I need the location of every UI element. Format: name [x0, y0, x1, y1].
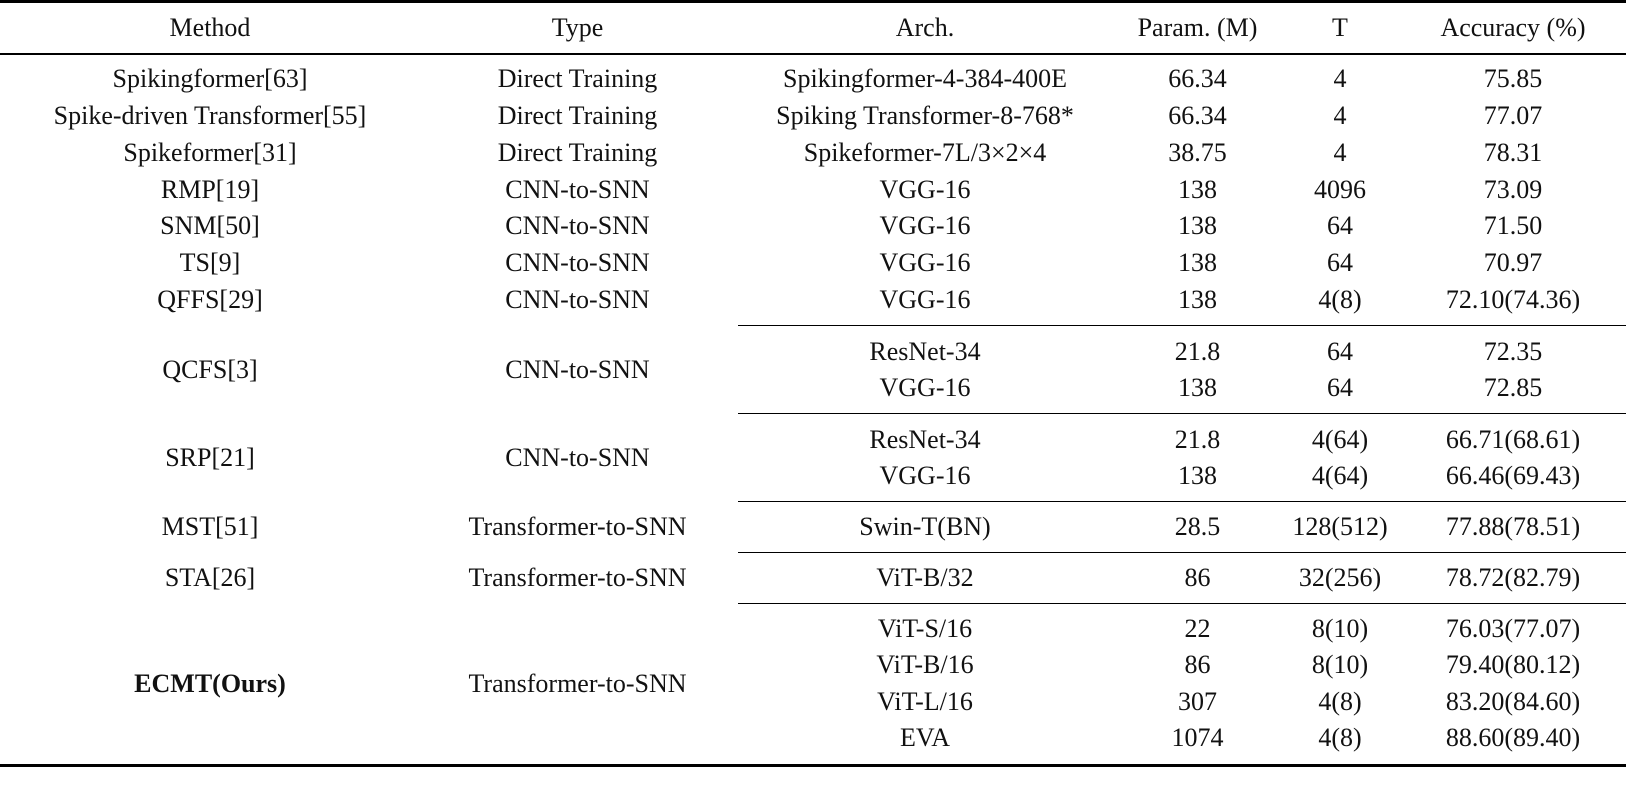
arch-cell: ResNet-34	[869, 425, 981, 454]
param-cell: 21.8	[1174, 425, 1221, 454]
param-cell: 138	[1178, 211, 1217, 240]
method-cell: Spikingformer[63]	[112, 64, 308, 93]
group-rule	[738, 552, 1626, 553]
t-cell: 128(512)	[1292, 512, 1388, 541]
accuracy-cell: 71.50	[1483, 211, 1543, 240]
param-cell: 86	[1184, 563, 1211, 592]
type-cell: Transformer-to-SNN	[468, 669, 687, 698]
accuracy-cell: 79.40(80.12)	[1445, 650, 1581, 679]
arch-cell: Spikeformer-7L/3×2×4	[803, 138, 1047, 167]
arch-cell: VGG-16	[879, 285, 971, 314]
param-cell: 307	[1178, 687, 1217, 716]
accuracy-cell: 83.20(84.60)	[1445, 687, 1581, 716]
accuracy-cell: 76.03(77.07)	[1445, 614, 1581, 643]
type-cell: CNN-to-SNN	[505, 355, 650, 384]
param-cell: 38.75	[1168, 138, 1227, 167]
arch-cell: VGG-16	[879, 461, 971, 490]
method-cell-ours: ECMT(Ours)	[134, 669, 286, 698]
header-type: Type	[551, 13, 604, 42]
type-cell: Direct Training	[497, 138, 658, 167]
arch-cell: EVA	[899, 723, 951, 752]
arch-cell: Spiking Transformer-8-768*	[776, 101, 1074, 130]
accuracy-cell: 66.46(69.43)	[1445, 461, 1581, 490]
t-cell: 4096	[1314, 175, 1366, 204]
param-cell: 66.34	[1168, 64, 1227, 93]
t-cell: 4	[1333, 101, 1347, 130]
t-cell: 64	[1327, 373, 1353, 402]
method-cell: QCFS[3]	[162, 355, 258, 384]
accuracy-cell: 78.31	[1483, 138, 1543, 167]
arch-cell: VGG-16	[879, 211, 971, 240]
t-cell: 64	[1327, 248, 1353, 277]
method-cell: RMP[19]	[160, 175, 260, 204]
arch-cell: ViT-S/16	[877, 614, 973, 643]
t-cell: 4(64)	[1311, 461, 1369, 490]
accuracy-cell: 88.60(89.40)	[1445, 723, 1581, 752]
group-rule	[738, 501, 1626, 502]
group-rule	[738, 603, 1626, 604]
param-cell: 138	[1178, 461, 1217, 490]
accuracy-cell: 78.72(82.79)	[1445, 563, 1581, 592]
arch-cell: ResNet-34	[869, 337, 981, 366]
arch-cell: ViT-L/16	[877, 687, 973, 716]
group-rule	[738, 325, 1626, 326]
header-t: T	[1332, 13, 1348, 42]
param-cell: 138	[1178, 175, 1217, 204]
accuracy-cell: 72.35	[1483, 337, 1543, 366]
accuracy-cell: 70.97	[1483, 248, 1543, 277]
param-cell: 22	[1184, 614, 1211, 643]
param-cell: 1074	[1171, 723, 1224, 752]
accuracy-cell: 73.09	[1483, 175, 1543, 204]
method-cell: STA[26]	[164, 563, 256, 592]
header-rule	[0, 53, 1626, 55]
method-cell: MST[51]	[161, 512, 259, 541]
t-cell: 8(10)	[1311, 614, 1369, 643]
accuracy-cell: 72.10(74.36)	[1445, 285, 1581, 314]
bottom-rule	[0, 764, 1626, 767]
accuracy-cell: 72.85	[1483, 373, 1543, 402]
arch-cell: Swin-T(BN)	[859, 512, 991, 541]
param-cell: 86	[1184, 650, 1211, 679]
header-method: Method	[169, 13, 251, 42]
method-cell: SNM[50]	[160, 211, 260, 240]
t-cell: 4(8)	[1318, 285, 1362, 314]
arch-cell: VGG-16	[879, 248, 971, 277]
method-cell: QFFS[29]	[157, 285, 263, 314]
method-cell: SRP[21]	[165, 443, 255, 472]
header-param: Param. (M)	[1137, 13, 1258, 42]
top-rule	[0, 0, 1626, 3]
type-cell: Transformer-to-SNN	[468, 563, 687, 592]
arch-cell: VGG-16	[879, 175, 971, 204]
param-cell: 138	[1178, 248, 1217, 277]
header-accuracy: Accuracy (%)	[1440, 13, 1586, 42]
header-arch: Arch.	[895, 13, 955, 42]
type-cell: CNN-to-SNN	[505, 211, 650, 240]
method-cell: TS[9]	[179, 248, 241, 277]
type-cell: Transformer-to-SNN	[468, 512, 687, 541]
type-cell: Direct Training	[497, 64, 658, 93]
accuracy-cell: 66.71(68.61)	[1445, 425, 1581, 454]
accuracy-cell: 77.88(78.51)	[1445, 512, 1581, 541]
t-cell: 4	[1333, 64, 1347, 93]
method-cell: Spikeformer[31]	[123, 138, 297, 167]
t-cell: 4(8)	[1318, 723, 1362, 752]
arch-cell: VGG-16	[879, 373, 971, 402]
t-cell: 64	[1327, 337, 1353, 366]
param-cell: 21.8	[1174, 337, 1221, 366]
type-cell: CNN-to-SNN	[505, 443, 650, 472]
accuracy-cell: 77.07	[1483, 101, 1543, 130]
method-cell: Spike-driven Transformer[55]	[53, 101, 367, 130]
type-cell: Direct Training	[497, 101, 658, 130]
type-cell: CNN-to-SNN	[505, 248, 650, 277]
arch-cell: ViT-B/32	[876, 563, 974, 592]
accuracy-cell: 75.85	[1483, 64, 1543, 93]
t-cell: 64	[1327, 211, 1353, 240]
arch-cell: ViT-B/16	[876, 650, 974, 679]
param-cell: 138	[1178, 373, 1217, 402]
t-cell: 4(64)	[1311, 425, 1369, 454]
t-cell: 4(8)	[1318, 687, 1362, 716]
arch-cell: Spikingformer-4-384-400E	[783, 64, 1067, 93]
type-cell: CNN-to-SNN	[505, 285, 650, 314]
type-cell: CNN-to-SNN	[505, 175, 650, 204]
t-cell: 8(10)	[1311, 650, 1369, 679]
param-cell: 66.34	[1168, 101, 1227, 130]
param-cell: 138	[1178, 285, 1217, 314]
t-cell: 32(256)	[1298, 563, 1382, 592]
group-rule	[738, 413, 1626, 414]
param-cell: 28.5	[1174, 512, 1221, 541]
t-cell: 4	[1333, 138, 1347, 167]
